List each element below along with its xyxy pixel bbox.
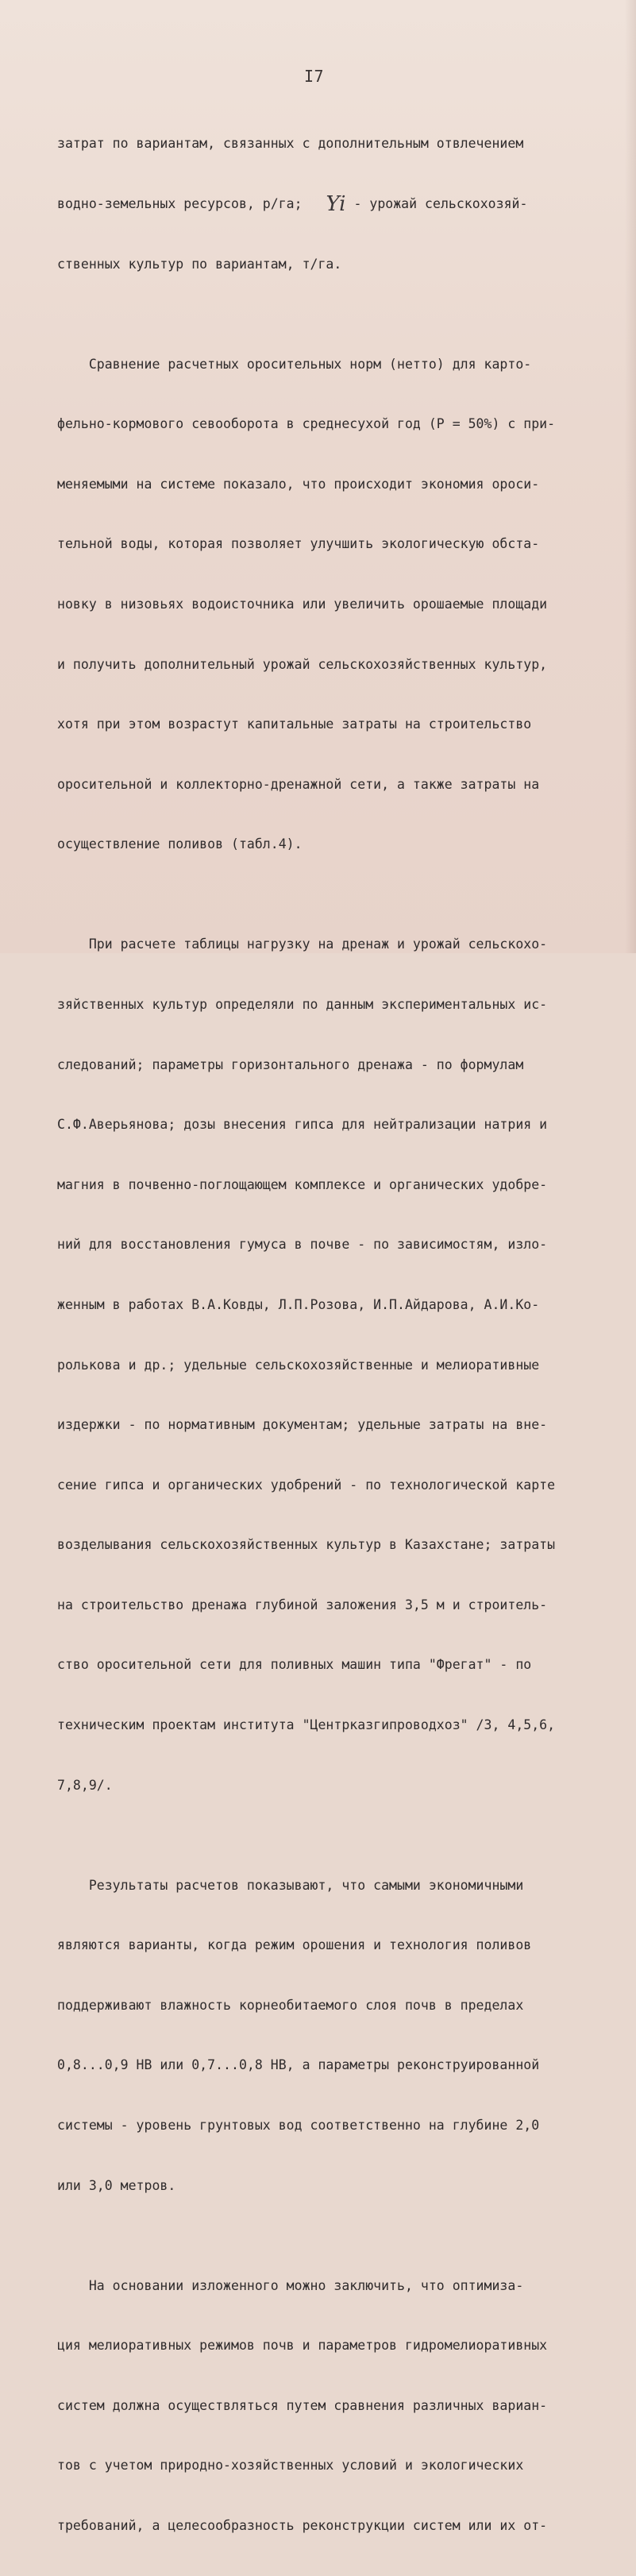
paragraph	[57, 94, 581, 314]
text-line-part: водно-земельных ресурсов, р/га;	[57, 196, 326, 211]
text-line: оросительной и коллекторно-дренажной сети, а также затраты на	[57, 776, 540, 792]
paragraph	[57, 1835, 581, 2235]
text-line: хотя при этом возрастут капитальные затраты на строительство	[57, 716, 532, 732]
text-line: ний для восстановления гумуса в почве - по зависимостям, изло-	[57, 1237, 548, 1253]
text-line-with-symbol	[57, 194, 581, 214]
text-line: на строительство дренажа глубиной заложения 3,5 м и строитель-	[57, 1597, 548, 1612]
text-line: На основании изложенного можно заключить, что оптимиза-	[57, 2277, 524, 2293]
text-line: меняемыми на системе показало, что происходит экономия ороси-	[57, 476, 540, 492]
text-line: женным в работах В.А.Ковды, Л.П.Розова, И.П.Айдарова, А.И.Ко-	[57, 1296, 540, 1312]
text-line: ственных культур по вариантам, т/га.	[57, 256, 342, 272]
paragraph	[57, 314, 581, 894]
text-line: магния в почвенно-поглощающем комплексе и органических удобре-	[57, 1176, 548, 1192]
body-text	[57, 94, 581, 2576]
text-line-part: - урожай сельскохозяй-	[345, 196, 528, 211]
text-line: тов с учетом природно-хозяйственных условий и экологических	[57, 2458, 524, 2474]
handwritten-symbol-yi: Yi	[326, 192, 346, 216]
text-line: возделывания сельскохозяйственных культур в Казахстане; затраты	[57, 1537, 556, 1553]
text-line: ция мелиоративных режимов почв и параметров гидромелиоративных	[57, 2338, 548, 2354]
text-line: затрат по вариантам, связанных с дополнительным отвлечением	[57, 136, 524, 152]
text-line: поддерживают влажность корнеобитаемого слоя почв в пределах	[57, 1997, 524, 2013]
text-line: сение гипса и органических удобрений - по технологической карте	[57, 1477, 556, 1493]
page-edge-shadow	[625, 0, 636, 953]
text-line: и получить дополнительный урожай сельскохозяйственных культур,	[57, 656, 548, 672]
text-line: С.Ф.Аверьянова; дозы внесения гипса для нейтрализации натрия и	[57, 1117, 548, 1133]
text-line: осуществление поливов (табл.4).	[57, 836, 303, 852]
text-line: или 3,0 метров.	[57, 2177, 176, 2193]
text-line: требований, а целесообразность реконструкции систем или их от-	[57, 2518, 548, 2533]
page-number: I7	[304, 67, 325, 86]
paragraph	[57, 2235, 581, 2575]
text-line: тельной воды, которая позволяет улучшить экологическую обста-	[57, 536, 540, 552]
text-line: новку в низовьях водоисточника или увеличить орошаемые площади	[57, 596, 548, 612]
text-line: При расчете таблицы нагрузку на дренаж и урожай сельскохо-	[57, 937, 548, 952]
text-line: являются варианты, когда режим орошения и технология поливов	[57, 1937, 532, 1953]
text-line: зяйственных культур определяли по данным экспериментальных ис-	[57, 996, 548, 1012]
text-line: Результаты расчетов показывают, что самыми экономичными	[57, 1877, 524, 1893]
text-line: 7,8,9/.	[57, 1777, 113, 1793]
text-line: системы - уровень грунтовых вод соответственно на глубине 2,0	[57, 2118, 540, 2134]
text-line: техническим проектам института "Центрказгипроводхоз" /3, 4,5,6,	[57, 1717, 556, 1733]
paragraph	[57, 894, 581, 1835]
text-line: систем должна осуществляться путем сравнения различных вариан-	[57, 2397, 548, 2413]
text-line: ролькова и др.; удельные сельскохозяйственные и мелиоративные	[57, 1357, 540, 1373]
text-line: фельно-кормового севооборота в среднесухой год (P = 50%) с при-	[57, 416, 556, 432]
text-line: следований; параметры горизонтального дренажа - по формулам	[57, 1056, 524, 1072]
text-line: ство оросительной сети для поливных машин типа "Фрегат" - по	[57, 1657, 532, 1673]
text-line: Сравнение расчетных оросительных норм (нетто) для карто-	[57, 356, 532, 372]
text-line: 0,8...0,9 НВ или 0,7...0,8 НВ, а параметры реконструированной	[57, 2057, 540, 2073]
text-line: издержки - по нормативным документам; удельные затраты на вне-	[57, 1417, 548, 1433]
